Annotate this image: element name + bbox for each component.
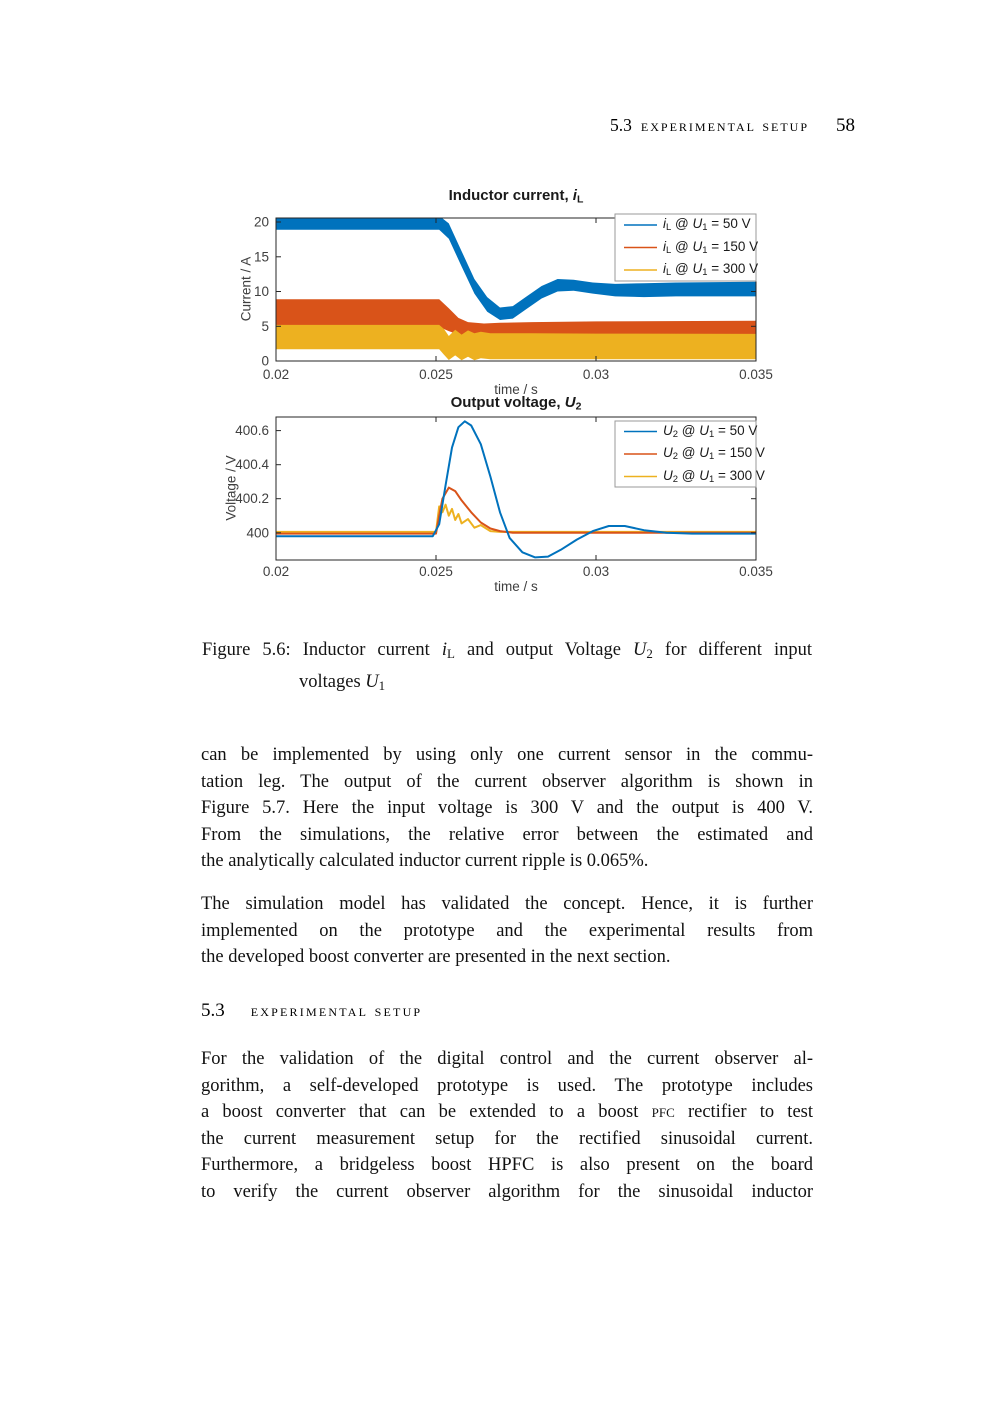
text-token: i [572, 187, 577, 204]
text-token: = 50 V [714, 422, 758, 438]
series-line-U2-at-300V [276, 505, 756, 532]
text-token: L [666, 267, 672, 279]
y-tick-label: 400.2 [235, 491, 269, 507]
text-token: 1 [702, 267, 708, 279]
text-token: 2 [672, 428, 678, 440]
text-line [201, 769, 813, 796]
section-heading-title: experimental setup [250, 1001, 423, 1020]
text-token: From the simulations, the relative error between the estimated and [201, 824, 813, 845]
text-token: implemented on the prototype and the experimental results from [201, 920, 813, 941]
text-token: L [447, 645, 455, 661]
x-tick-label: 0.02 [262, 367, 290, 382]
text-token: @ [671, 216, 693, 231]
text-token: U [699, 467, 709, 483]
y-tick-label: 400.4 [235, 457, 269, 473]
y-tick-label: 400.6 [235, 423, 269, 439]
text-line [201, 1046, 813, 1073]
text-token: @ [678, 445, 700, 460]
text-token: The simulation model has validated the concept. Hence, it is further [201, 894, 813, 914]
x-tick-label: 0.035 [739, 367, 773, 382]
text-line [201, 1179, 813, 1206]
x-tick-label: 0.02 [262, 564, 290, 579]
inductor-current-chart-title [449, 187, 584, 205]
text-token: @ [671, 261, 693, 276]
text-token: 1 [378, 677, 386, 693]
text-token: to verify the current observer algorithm for the sinusoidal inductor [201, 1181, 813, 1202]
legend-label-iL-at-300V [663, 261, 758, 278]
y-tick-label: 400 [246, 525, 269, 541]
text-token: i [663, 216, 666, 231]
paragraph-1 [201, 742, 813, 875]
text-line [201, 1152, 813, 1179]
x-tick-label: 0.025 [419, 367, 453, 382]
text-token: = 50 V [707, 216, 751, 231]
text-token: @ [671, 238, 693, 254]
text-token: For the validation of the digital control and the current observer al- [201, 1049, 813, 1069]
text-token: the developed boost converter are presented in the next section. [201, 947, 671, 968]
legend-label-U2-at-150V [663, 445, 765, 462]
text-line [201, 891, 813, 918]
text-token: 1 [702, 222, 708, 234]
text-token: U [663, 467, 673, 483]
y-tick-label: 10 [253, 284, 269, 299]
text-token: = 150 V [707, 238, 759, 254]
x-axis-label: time / s [494, 382, 538, 397]
text-token: voltages [299, 671, 366, 692]
output-voltage-chart-title [451, 394, 582, 412]
text-token: and output Voltage [454, 640, 634, 660]
text-token: 2 [672, 473, 678, 485]
text-token: = 300 V [707, 261, 759, 276]
text-token: Figure 5.6: Inductor current [202, 640, 442, 660]
y-tick-label: 20 [253, 214, 269, 230]
text-token: 1 [708, 428, 715, 440]
text-line [201, 944, 813, 971]
text-line [201, 918, 813, 945]
page-number: 58 [836, 115, 855, 136]
text-token: U [699, 422, 709, 438]
text-token: 2 [672, 451, 678, 463]
text-token: U [365, 671, 379, 692]
x-tick-label: 0.035 [739, 564, 773, 579]
text-token: tation leg. The output of the current observer algorithm is shown in [201, 771, 813, 792]
text-token: U [564, 394, 576, 411]
running-header-title: experimental setup [640, 115, 809, 135]
text-token: L [666, 222, 672, 234]
text-line [201, 742, 813, 769]
series-line-U2-at-150V [276, 488, 756, 534]
text-token: U [663, 422, 673, 438]
text-token: gorithm, a self-developed prototype is used. The prototype includes [201, 1075, 813, 1096]
x-tick-label: 0.03 [582, 367, 610, 382]
text-token: i [663, 261, 666, 276]
text-token: the analytically calculated inductor current ripple is 0.065%. [201, 851, 649, 872]
text-token: L [576, 193, 584, 206]
text-token: 1 [708, 473, 715, 485]
paragraph-3 [201, 1046, 813, 1206]
text-token: U [692, 261, 703, 276]
text-line [201, 1073, 813, 1100]
text-token: can be implemented by using only one current sensor in the commu- [201, 745, 813, 765]
text-token: 2 [646, 645, 653, 661]
section-heading-number: 5.3 [201, 1000, 225, 1021]
text-token: the current measurement setup for the rectified sinusoidal current. [201, 1128, 813, 1149]
text-token: = 150 V [714, 445, 765, 460]
figure-5-6 [200, 185, 780, 605]
text-line [201, 795, 813, 822]
text-token: i [441, 640, 448, 660]
y-tick-label: 5 [261, 318, 269, 334]
text-token: i [663, 238, 666, 254]
paragraph-2 [201, 891, 813, 971]
text-line [201, 1099, 813, 1126]
text-token: Inductor current, [448, 187, 573, 204]
y-axis-label: Voltage / V [223, 455, 239, 521]
text-token: = 300 V [714, 467, 765, 483]
text-token: U [699, 445, 709, 460]
running-header-section-number: 5.3 [610, 115, 632, 135]
section-heading [201, 1000, 422, 1022]
running-header [202, 115, 855, 137]
text-token: U [663, 445, 673, 460]
x-axis-label: time / s [494, 579, 538, 594]
caption-line [202, 636, 812, 668]
text-token: a boost converter that can be extended to a boost [201, 1102, 652, 1123]
text-token: U [692, 238, 703, 254]
x-tick-label: 0.025 [419, 564, 453, 579]
legend-label-U2-at-50V [663, 423, 757, 440]
text-token: U [633, 640, 647, 660]
text-token: L [666, 244, 672, 256]
legend-label-U2-at-300V [663, 468, 765, 485]
text-token: pfc [651, 1102, 675, 1123]
y-axis-label: Current / A [238, 256, 254, 322]
x-tick-label: 0.03 [582, 564, 610, 579]
text-token: 1 [702, 244, 708, 256]
figure-caption [202, 636, 812, 700]
legend-label-iL-at-50V [663, 216, 751, 233]
text-token: for different input [652, 640, 812, 660]
text-token: rectifier to test [674, 1102, 814, 1123]
text-token: Figure 5.7. Here the input voltage is 300 V and the output is 400 V. [201, 798, 813, 819]
caption-line [299, 668, 812, 700]
text-token: Output voltage, [450, 394, 565, 411]
text-token: Furthermore, a bridgeless boost HPFC is also present on the board [201, 1155, 813, 1176]
legend-label-iL-at-150V [663, 239, 758, 256]
text-token: @ [678, 467, 700, 483]
y-tick-label: 0 [261, 353, 269, 369]
text-token: 1 [708, 451, 715, 463]
text-line [201, 1126, 813, 1153]
text-token: U [692, 216, 703, 231]
text-line [201, 848, 813, 875]
text-token: 2 [575, 400, 582, 413]
y-tick-label: 15 [253, 249, 269, 265]
text-line [201, 822, 813, 849]
text-token: @ [678, 422, 700, 438]
